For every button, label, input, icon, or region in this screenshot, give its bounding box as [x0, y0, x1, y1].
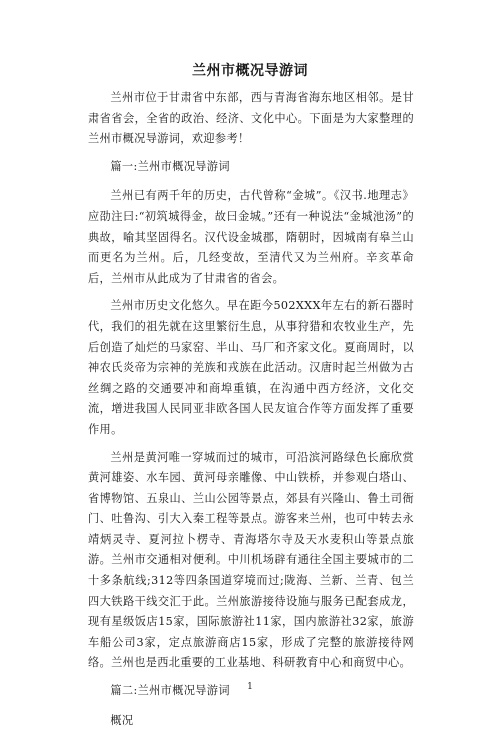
culture-paragraph: 兰州市历史文化悠久。早在距今502XXX年左右的新石器时代，我们的祖先就在这里繁衍生息，从事狩猎和农牧业生产，先后创造了灿烂的马家窑、半山、马厂和齐家文化。夏商周时，以神农氏炎帝为宗神的羌族和戎族在此活动。汉唐时起兰州做为古丝绸之路的交通要冲和商埠重镇，在沟通中西方经济，文化交流，增进我国人民同亚非欧各国人民友谊合作等方面发挥了重要作用。 — [88, 299, 414, 436]
intro-paragraph: 兰州市位于甘肃省中东部，西与青海省海东地区相邻。是甘肃省省会，全省的政治、经济、文化中心。下面是为大家整理的兰州市概况导游词，欢迎参考！ — [88, 91, 414, 146]
overview-heading: 概况 — [110, 713, 134, 727]
page-number: 1 — [247, 682, 253, 692]
tourism-paragraph: 兰州是黄河唯一穿城而过的城市，可沿滨河路绿色长廊欣赏黄河雄姿、水车园、黄河母亲雕像、中山铁桥，并参观白塔山、省博物馆、五泉山、兰山公园等景点，郊县有兴隆山、鲁土司衙门、吐鲁沟、引大入秦工程等景点。游客来兰州，也可中转去永靖炳灵寺、夏河拉卜楞寺、青海塔尔寺及天水麦积山等景点旅游。兰州市交通相对便利。中川机场辟有通往全国主要城市的二十多条航线;312等四条国道穿境而过;陇海、兰新、兰青、包兰四大铁路干线交汇于此。兰州旅游接待设施与服务已配套成龙，现有星级饭店15家，国际旅游社11家，国内旅游社32家，旅游车船公司3家，定点旅游商店15家，形成了完整的旅游接待网络。兰州也是西北重要的工业基地、科研教育中心和商贸中心。 — [88, 450, 414, 670]
section-heading-1: 篇一:兰州市概况导游词 — [110, 159, 230, 173]
document-body — [88, 88, 414, 738]
document-title: 兰州市概况导游词 — [192, 63, 308, 79]
history-paragraph: 兰州已有两千年的历史，古代曾称“金城”。《汉书.地理志》应劭注曰:“初筑城得金，故曰金城。”还有一种说法“金城池汤”的典故，喻其坚固得名。汉代设金城郡，隋朝时，因城南有皋兰山而更名为兰州。后，几经变故，至清代又为兰州府。辛亥革命后，兰州市从此成为了甘肃省的省会。 — [88, 189, 414, 285]
section-heading-2: 篇二:兰州市概况导游词 — [110, 684, 230, 698]
